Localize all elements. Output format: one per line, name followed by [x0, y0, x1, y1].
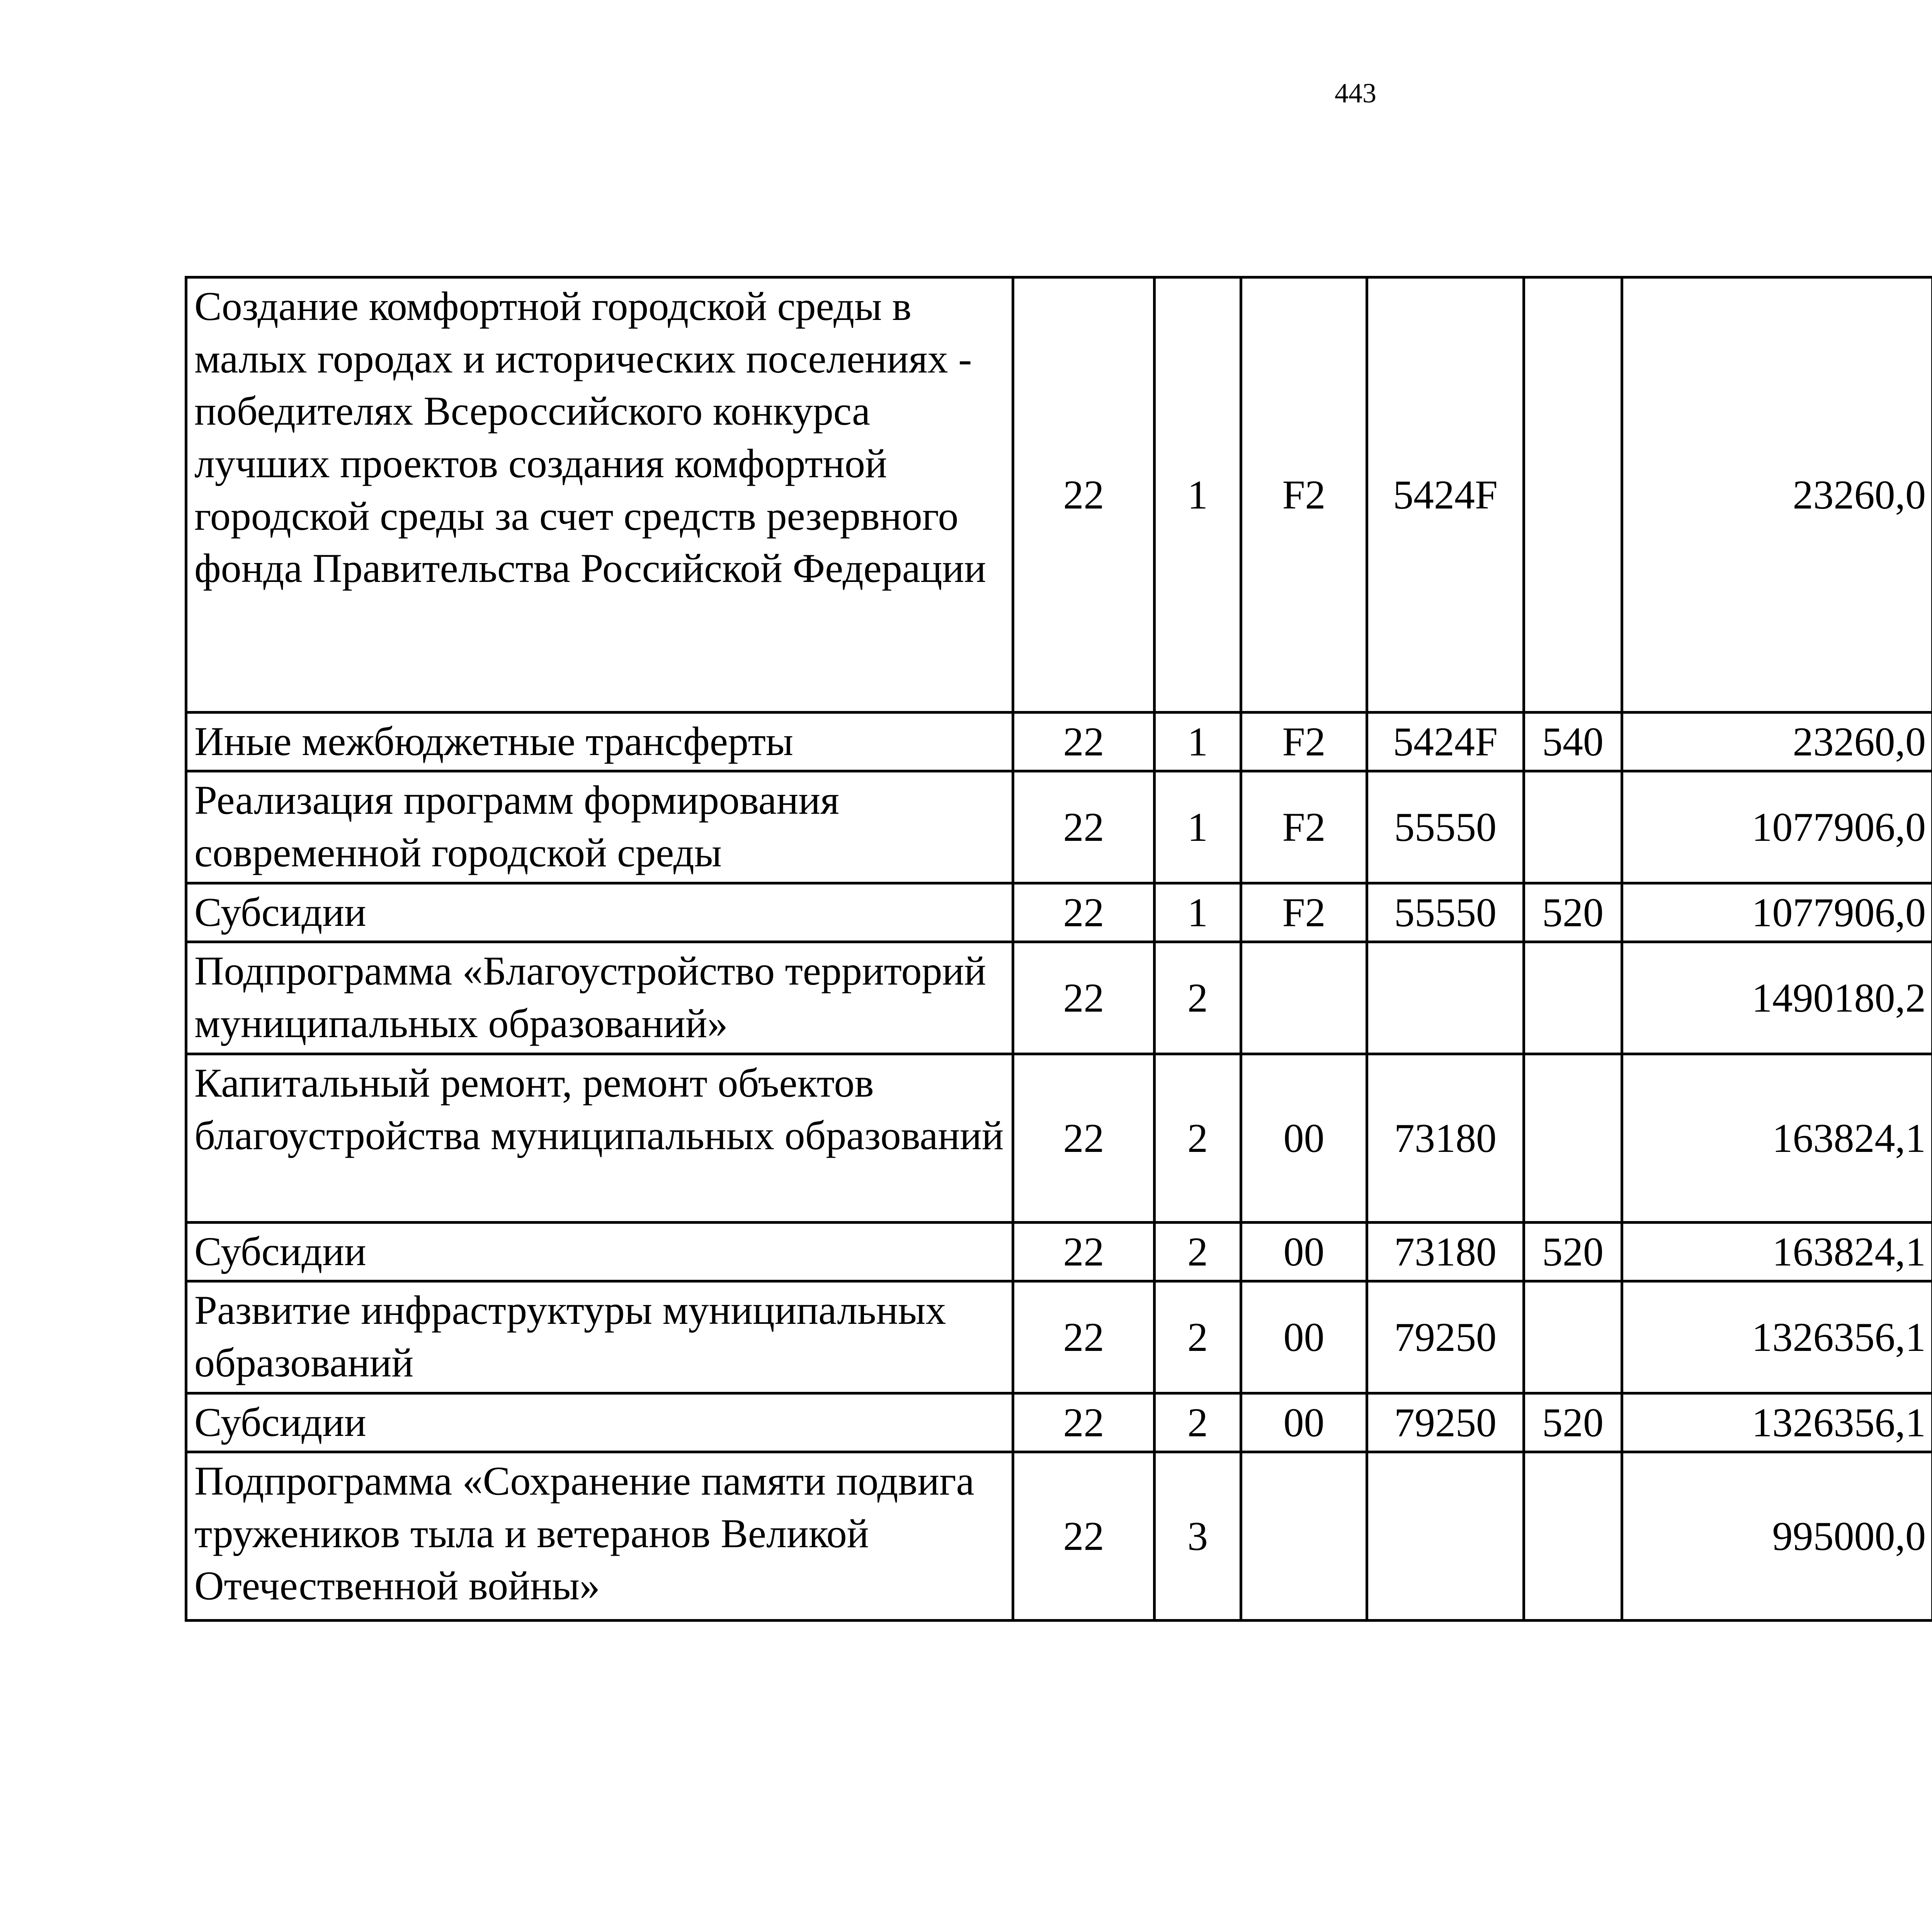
event-code: F2: [1241, 883, 1367, 942]
table-row: [186, 1281, 1932, 1393]
row-name: Подпрограмма «Благоустройство территорий муниципальных образований»: [186, 942, 1013, 1054]
row-name: Субсидии: [186, 1223, 1013, 1281]
subprogram-code: 2: [1155, 942, 1241, 1054]
table-row: [186, 771, 1932, 883]
program-code: 22: [1013, 1223, 1155, 1281]
subprogram-code: 2: [1155, 1054, 1241, 1223]
event-code: 00: [1241, 1281, 1367, 1393]
program-code: 22: [1013, 1393, 1155, 1452]
row-name: Субсидии: [186, 883, 1013, 942]
event-code: 00: [1241, 1393, 1367, 1452]
program-code: 22: [1013, 1281, 1155, 1393]
direction-code: 5424F: [1367, 713, 1524, 771]
program-code: 22: [1013, 942, 1155, 1054]
row-name: Создание комфортной городской среды в малых городах и исторических поселениях - победителях Всероссийского конкурса лучших проектов создания комфортной городской среды за счет средств резервного фонда Правительства Российской Федерации: [186, 277, 1013, 713]
expense-type-code: [1524, 1281, 1622, 1393]
budget-table: [185, 276, 1932, 1622]
expense-type-code: 540: [1524, 713, 1622, 771]
expense-type-code: 520: [1524, 883, 1622, 942]
program-code: 22: [1013, 1054, 1155, 1223]
subprogram-code: 2: [1155, 1281, 1241, 1393]
amount-1: 1326356,1: [1622, 1393, 1932, 1452]
row-name: Развитие инфраструктуры муниципальных образований: [186, 1281, 1013, 1393]
table-row: [186, 1452, 1932, 1621]
event-code: [1241, 1452, 1367, 1621]
amount-1: 23260,0: [1622, 713, 1932, 771]
subprogram-code: 2: [1155, 1223, 1241, 1281]
event-code: [1241, 942, 1367, 1054]
row-name: Субсидии: [186, 1393, 1013, 1452]
amount-1: 23260,0: [1622, 277, 1932, 713]
row-name: Иные межбюджетные трансферты: [186, 713, 1013, 771]
amount-1: 1077906,0: [1622, 883, 1932, 942]
expense-type-code: [1524, 771, 1622, 883]
program-code: 22: [1013, 277, 1155, 713]
table-row: [186, 1054, 1932, 1223]
direction-code: 79250: [1367, 1393, 1524, 1452]
expense-type-code: [1524, 277, 1622, 713]
table-row: [186, 942, 1932, 1054]
subprogram-code: 1: [1155, 771, 1241, 883]
direction-code: 73180: [1367, 1223, 1524, 1281]
expense-type-code: [1524, 1054, 1622, 1223]
subprogram-code: 3: [1155, 1452, 1241, 1621]
direction-code: [1367, 1452, 1524, 1621]
row-name: Реализация программ формирования современной городской среды: [186, 771, 1013, 883]
program-code: 22: [1013, 1452, 1155, 1621]
event-code: 00: [1241, 1054, 1367, 1223]
program-code: 22: [1013, 771, 1155, 883]
direction-code: 55550: [1367, 883, 1524, 942]
subprogram-code: 1: [1155, 713, 1241, 771]
program-code: 22: [1013, 883, 1155, 942]
event-code: F2: [1241, 713, 1367, 771]
direction-code: [1367, 942, 1524, 1054]
event-code: F2: [1241, 277, 1367, 713]
amount-1: 163824,1: [1622, 1054, 1932, 1223]
table-row: [186, 277, 1932, 713]
table-row: [186, 883, 1932, 942]
subprogram-code: 2: [1155, 1393, 1241, 1452]
amount-1: 1077906,0: [1622, 771, 1932, 883]
page-number: 443: [1335, 78, 1376, 109]
direction-code: 73180: [1367, 1054, 1524, 1223]
direction-code: 5424F: [1367, 277, 1524, 713]
expense-type-code: [1524, 942, 1622, 1054]
subprogram-code: 1: [1155, 883, 1241, 942]
event-code: 00: [1241, 1223, 1367, 1281]
expense-type-code: [1524, 1452, 1622, 1621]
expense-type-code: 520: [1524, 1223, 1622, 1281]
amount-1: 1490180,2: [1622, 942, 1932, 1054]
direction-code: 79250: [1367, 1281, 1524, 1393]
event-code: F2: [1241, 771, 1367, 883]
amount-1: 995000,0: [1622, 1452, 1932, 1621]
row-name: Подпрограмма «Сохранение памяти подвига тружеников тыла и ветеранов Великой Отечественной войны»: [186, 1452, 1013, 1621]
table-row: [186, 713, 1932, 771]
program-code: 22: [1013, 713, 1155, 771]
amount-1: 163824,1: [1622, 1223, 1932, 1281]
direction-code: 55550: [1367, 771, 1524, 883]
expense-type-code: 520: [1524, 1393, 1622, 1452]
table-row: [186, 1393, 1932, 1452]
row-name: Капитальный ремонт, ремонт объектов благоустройства муниципальных образований: [186, 1054, 1013, 1223]
table-row: [186, 1223, 1932, 1281]
subprogram-code: 1: [1155, 277, 1241, 713]
amount-1: 1326356,1: [1622, 1281, 1932, 1393]
